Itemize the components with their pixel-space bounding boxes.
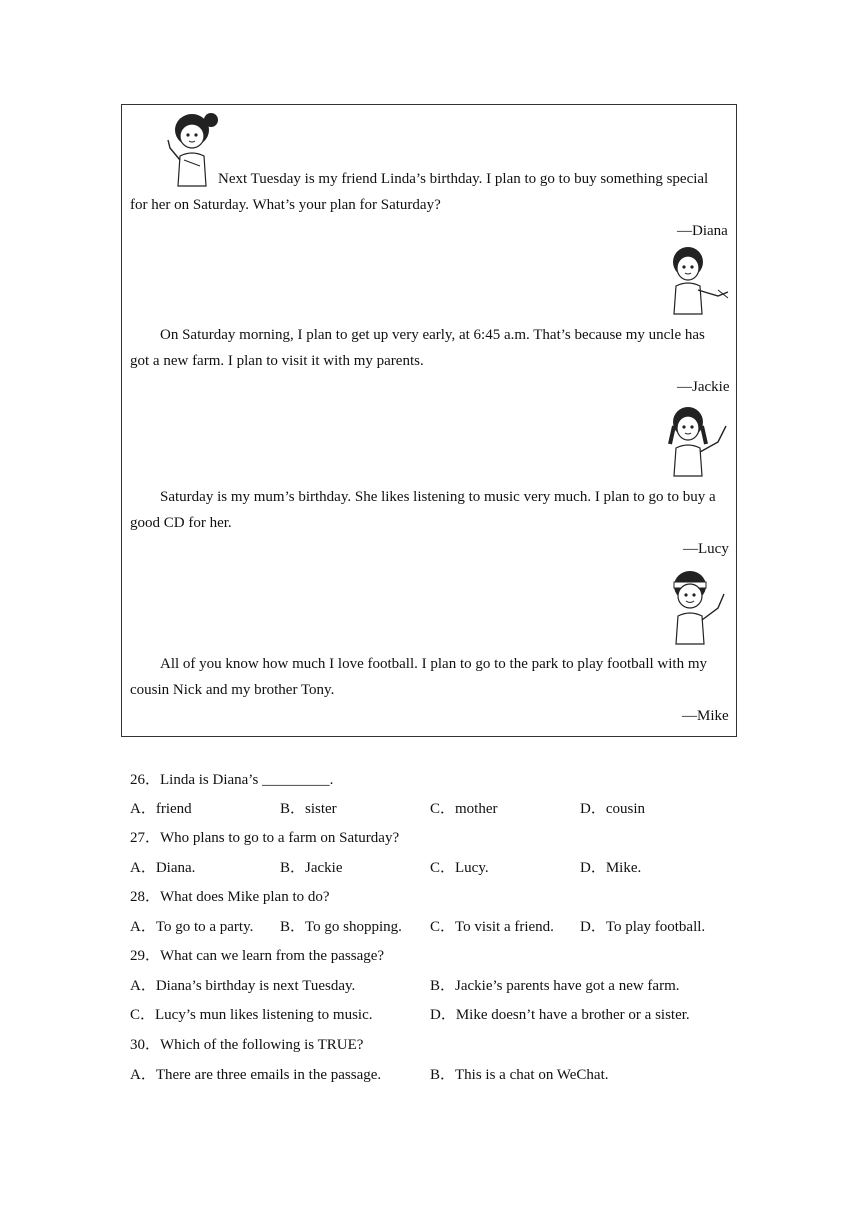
question-28-option-d[interactable]: D．To play football. — [580, 919, 706, 935]
lucy-signature: —Lucy — [683, 541, 729, 557]
girl-lucy-illustration — [666, 404, 732, 478]
question-30-option-b[interactable]: B．This is a chat on WeChat. — [430, 1067, 609, 1083]
mike-text-line-2: cousin Nick and my brother Tony. — [130, 682, 335, 698]
question-29-option-c[interactable]: C．Lucy’s mun likes listening to music. — [130, 1007, 373, 1023]
diana-text-line-2: for her on Saturday. What’s your plan for Saturday? — [130, 197, 441, 213]
lucy-text-line-1: Saturday is my mum’s birthday. She likes listening to music very much. I plan to go to buy a — [160, 489, 716, 505]
question-26-option-a[interactable]: A．friend — [130, 801, 192, 817]
diana-signature: —Diana — [677, 223, 728, 239]
question-26-option-b[interactable]: B．sister — [280, 801, 337, 817]
jackie-signature: —Jackie — [677, 379, 730, 395]
question-28-option-b[interactable]: B．To go shopping. — [280, 919, 402, 935]
mike-text-line-1: All of you know how much I love football. I plan to go to the park to play football with my — [160, 656, 707, 672]
jackie-text-line-1: On Saturday morning, I plan to get up very early, at 6:45 a.m. That’s because my uncle has — [160, 327, 705, 343]
diana-text-line-1: Next Tuesday is my friend Linda’s birthday. I plan to go to buy something special — [218, 171, 709, 187]
question-27-option-d[interactable]: D．Mike. — [580, 860, 642, 876]
mike-signature: —Mike — [682, 708, 729, 724]
boy-jackie-illustration — [666, 244, 732, 316]
question-27-stem: 27．Who plans to go to a farm on Saturday? — [130, 830, 400, 846]
question-29-option-a[interactable]: A．Diana’s birthday is next Tuesday. — [130, 978, 356, 994]
question-30-stem: 30．Which of the following is TRUE? — [130, 1037, 364, 1053]
question-27-option-c[interactable]: C．Lucy. — [430, 860, 489, 876]
question-28-stem: 28．What does Mike plan to do? — [130, 889, 330, 905]
question-28-option-a[interactable]: A．To go to a party. — [130, 919, 254, 935]
question-26-option-c[interactable]: C．mother — [430, 801, 498, 817]
question-26-option-d[interactable]: D．cousin — [580, 801, 645, 817]
question-28-option-c[interactable]: C．To visit a friend. — [430, 919, 554, 935]
question-26-stem: 26．Linda is Diana’s _________. — [130, 772, 334, 788]
question-27-option-a[interactable]: A．Diana. — [130, 860, 196, 876]
question-29-stem: 29．What can we learn from the passage? — [130, 948, 385, 964]
question-29-option-d[interactable]: D．Mike doesn’t have a brother or a sister. — [430, 1007, 690, 1023]
girl-diana-illustration — [164, 110, 222, 188]
boy-mike-illustration — [666, 568, 732, 646]
question-30-option-a[interactable]: A．There are three emails in the passage. — [130, 1067, 382, 1083]
question-29-option-b[interactable]: B．Jackie’s parents have got a new farm. — [430, 978, 680, 994]
lucy-text-line-2: good CD for her. — [130, 515, 232, 531]
question-27-option-b[interactable]: B．Jackie — [280, 860, 343, 876]
jackie-text-line-2: got a new farm. I plan to visit it with my parents. — [130, 353, 424, 369]
